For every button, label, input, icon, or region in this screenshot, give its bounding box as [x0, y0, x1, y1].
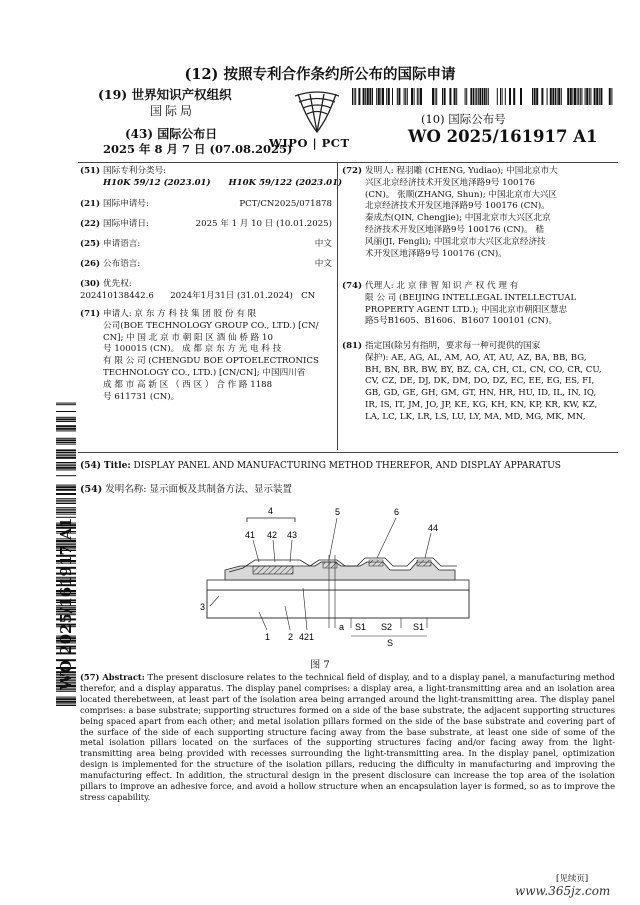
barcode-bar [56, 485, 76, 486]
barcode-bar [432, 88, 434, 105]
barcode-bar [56, 403, 76, 404]
figure-caption: 图 7 [310, 660, 330, 671]
barcode-bar [414, 88, 415, 105]
barcode-bar [397, 88, 398, 105]
ref-42: 42 [267, 530, 278, 540]
barcode-bar [570, 88, 572, 105]
barcode-bar [376, 88, 377, 105]
barcode-bar [56, 510, 76, 511]
barcode-bar [56, 449, 76, 451]
publication-number: WO 2025/161917 A1 [408, 127, 598, 146]
barcode-bar [56, 500, 76, 501]
barcode-bar [577, 88, 578, 105]
barcode-bar [56, 454, 76, 455]
barcode-bar [380, 88, 381, 105]
barcode-bar [56, 465, 76, 466]
barcode-bar [500, 88, 501, 105]
barcode-bar [372, 88, 373, 105]
barcode-bar [574, 88, 576, 105]
barcode-bar [56, 501, 76, 502]
barcode-bar [365, 88, 366, 105]
ref-s: S [387, 638, 394, 648]
ref-s1-left: S1 [355, 622, 367, 632]
barcode-bar [56, 444, 76, 445]
barcode-bar [589, 88, 590, 105]
publication-date: 2025 年 8 月 7 日 (07.08.2025) [103, 142, 293, 156]
section-divider [78, 452, 618, 453]
layer [207, 580, 469, 590]
barcode-bar [56, 438, 76, 439]
barcode-bar [363, 88, 365, 105]
title-english: (54) Title: DISPLAY PANEL AND MANUFACTURING METHOD THEREFOR, AND DISPLAY APPARATUS [80, 461, 561, 471]
application-number: PCT/CN2025/071878 [239, 199, 332, 209]
isolation-pillars [253, 566, 293, 574]
barcode-bar [56, 493, 76, 495]
barcode-bar [56, 701, 76, 703]
barcode-bar [56, 442, 76, 443]
barcode-bar [585, 88, 586, 105]
barcode-bar [56, 691, 76, 692]
barcode-bar [505, 88, 506, 105]
inventor-line: 风丽(JI, Fengli); 中国北京市大兴区北京经济技 [365, 236, 546, 247]
barcode-bar [56, 464, 76, 465]
barcode-bar [465, 88, 466, 105]
barcode-bar [484, 88, 486, 105]
applicant-line: 公司(BOE TECHNOLOGY GROUP CO., LTD.) [CN/ [103, 320, 319, 331]
barcode-bar [532, 88, 533, 105]
title-chinese-text: 显示面板及其制备方法、显示装置 [149, 484, 292, 495]
barcode-bar [555, 88, 556, 105]
filing-date: 2025 年 1 月 10 日 (10.01.2025) [195, 219, 332, 229]
barcode-bar [56, 404, 76, 405]
bracket-4 [247, 518, 295, 522]
barcode-bar [56, 705, 76, 706]
barcode-bar [596, 88, 598, 105]
barcode-bar [56, 507, 76, 508]
barcode-bar [56, 469, 76, 470]
barcode-bar [56, 514, 76, 515]
inventor-line: (CN)。 张顺(ZHANG, Shun); 中国北京市大兴区 [365, 189, 558, 200]
barcode-bar [56, 428, 76, 430]
barcode-bar [580, 88, 581, 105]
priority-data: 202410138442.6 2024年1月31日 (31.01.2024) CN [80, 291, 316, 301]
barcode-bar [358, 88, 360, 105]
barcode-bar [417, 88, 418, 105]
applicant-line: 号 611731 (CN)。 [103, 391, 180, 402]
barcode-bar [590, 88, 591, 105]
agent-line: 限 公 司 (BEIJING INTELLEGAL INTELLECTUAL [365, 292, 577, 303]
inventor-line: 秦成杰(QIN, Chengjie); 中国北京市大兴区北京 [365, 213, 551, 224]
publication-language: 中文 [314, 259, 332, 269]
applicant-line: CN]; 中 国 北 京 市 朝 阳 区 酒 仙 桥 路 10 [103, 332, 273, 343]
barcode-bar [486, 88, 487, 105]
barcode-bar [442, 88, 443, 105]
barcode-bar [56, 703, 76, 704]
ref-1: 1 [265, 632, 271, 642]
pillar [417, 560, 431, 566]
inventor-line: 北京经济技术开发区地泽路9号 100176 (CN)。 [365, 201, 550, 212]
barcode-bar [611, 88, 612, 105]
barcode-bar [56, 498, 76, 499]
barcode-bar [355, 88, 356, 105]
agent-line: 路5号B1605、B1606、B1607 100101 (CN)。 [365, 316, 558, 327]
barcode-bar [56, 512, 76, 513]
barcode-bar [411, 88, 413, 105]
barcode-bar [478, 88, 479, 105]
barcode-bar [56, 486, 76, 488]
ref-6: 6 [394, 507, 400, 517]
ref-s2: S2 [381, 622, 393, 632]
header-divider [78, 162, 618, 163]
barcode-bar [407, 88, 408, 105]
designated-states-line: IR, IS, IT, JM, JO, JP, KE, KG, KH, KN, KP, KR, KW, KZ, [365, 399, 598, 410]
continued-note: [见续页] [556, 874, 589, 884]
barcode-bar [502, 88, 503, 105]
agent-line: 代理人: 北 京 律 智 知 识 产 权 代 理 有 [365, 281, 519, 291]
barcode-bar [405, 88, 406, 105]
barcode-bar [476, 88, 477, 105]
barcode-bar [479, 88, 481, 105]
barcode-bar [354, 88, 355, 105]
barcode-bar [56, 475, 76, 476]
document-title: (12) 按照专利合作条约所公布的国际申请 [184, 66, 456, 83]
barcode-bar [456, 88, 457, 105]
designated-states-line: LA, LC, LK, LR, LS, LU, LY, MA, MD, MG, MK, MN, [365, 411, 586, 422]
ref-a: a [339, 622, 345, 632]
bureau-name: 国际局 [150, 104, 196, 118]
barcode-bar [56, 421, 76, 422]
barcode-bar [567, 88, 569, 105]
agent-line: PROPERTY AGENT LTD.); 中国北京市朝阳区慧忠 [365, 304, 568, 315]
barcode-bar [536, 88, 538, 105]
inventor-line: 术开发区地泽路9号 100176 (CN)。 [365, 248, 507, 259]
barcode-bar [449, 88, 451, 105]
barcode-bar [561, 88, 562, 105]
barcode-bar [56, 467, 76, 469]
applicant-line: 号 100015 (CN)。 成 都 京 东 方 光 电 科 技 [103, 344, 282, 355]
title-english-text: DISPLAY PANEL AND MANUFACTURING METHOD THEREFOR, AND DISPLAY APPARATUS [133, 461, 561, 471]
barcode-bar [392, 88, 393, 105]
side-publication-number: WO 2025/161917 A1 [57, 517, 75, 690]
barcode-bar [466, 88, 467, 105]
barcode-bar [56, 489, 76, 491]
column-divider [337, 163, 338, 450]
inventor-line: 兴区北京经济技术开发区地泽路9号 100176 [365, 177, 535, 188]
designated-states-line: BH, BN, BR, BW, BY, BZ, CA, CH, CL, CN, CO, CR, CU, [365, 364, 602, 375]
barcode-bar [56, 509, 76, 510]
watermark: www.365jz.com [515, 884, 611, 898]
abstract-text: The present disclosure relates to the technical field of display, and to a display panel, a manufacturing method therefor, and a display apparatus. The display panel comprises: a display area, a light-transmitting area and an isolation area located therebetween, at least part of the isolation area being arranged around the light-transmitting area. The display panel comprises: a base substrate; supporting structures formed on a side of the base substrate, the adjacent supporting structures being spaced apart from each other; and metal isolation pillars formed on the side of the base substrate and covering part of the surface of the side of each supporting structure facing away from the base substrate, at least one side of some of the metal isolation pillars located on the surfaces of the supporting structures facing and/or facing away from the light-transmitting area being provided with recesses surrounding the light-transmitting area. In the display panel, optimization design is implemented for the structure of the isolation pillars, reducing the difficulty in manufacturing and improving the manufacturing effect. In addition, the structural design in the present disclosure can increase the top area of the isolation pillars to improve an adhesive force, and avoid a hollow structure when an encapsulation layer is formed, so as to improve the stress capability. [80, 672, 615, 802]
pillar [369, 560, 383, 566]
barcode-bar [435, 88, 436, 105]
applicant-line: 申请人: 京 东 方 科 技 集 团 股 份 有 限 [103, 309, 257, 319]
inventor-line: 发明人: 程羽雕 (CHENG, Yudiao); 中国北京市大 [365, 166, 558, 176]
barcode-bar [513, 88, 515, 105]
barcode-bar [56, 698, 76, 700]
applicant-line: 成 都 市 高 新 区 （ 西 区 ） 合 作 路 1188 [103, 379, 273, 390]
applicant-line: TECHNOLOGY CO., LTD.) [CN/CN]; 中国四川省 [103, 367, 306, 378]
abstract [80, 672, 615, 803]
ref-5: 5 [335, 507, 341, 517]
barcode-bar [482, 88, 483, 105]
barcode-bar [436, 88, 437, 105]
barcode-bar [386, 88, 387, 105]
publication-number-label: (10) 国际公布号 [421, 112, 506, 126]
applicant-line: 有 限 公 司 (CHENGDU BOE OPTOELECTRONICS [103, 356, 319, 367]
barcode-bar [56, 430, 76, 431]
ref-2: 2 [288, 632, 294, 642]
designated-states-line: 保护): AE, AG, AL, AM, AO, AT, AU, AZ, BA, BB, BG, [365, 352, 587, 363]
barcode-bar [475, 88, 476, 105]
designated-states-line: 指定国(除另有指明，要求每一种可提供的国家 [365, 341, 541, 351]
barcode-bar [56, 697, 76, 698]
barcode-bar [56, 455, 76, 456]
barcode-bar [470, 88, 472, 105]
designated-states-line: CV, CZ, DE, DJ, DK, DM, DO, DZ, EC, EE, EG, ES, FI, [365, 376, 595, 387]
barcode-bar [404, 88, 405, 105]
barcode-bar [599, 88, 600, 105]
barcode-bar [56, 462, 76, 463]
barcode-bar [56, 417, 76, 418]
ref-4: 4 [268, 506, 274, 516]
filing-language: 中文 [314, 239, 332, 249]
barcode-bar [369, 88, 371, 105]
cross-section-figure [195, 500, 480, 650]
barcode-bar [509, 88, 511, 105]
organization-name: (19) 世界知识产权组织 [98, 87, 232, 102]
abstract-label: (57) Abstract: [80, 672, 145, 682]
barcode-bar [352, 88, 353, 105]
barcode-bar [420, 88, 422, 105]
publication-date-label: (43) 国际公布日 [125, 127, 218, 141]
barcode-bar [56, 503, 76, 504]
barcode-bar [552, 88, 554, 105]
barcode-bar [581, 88, 582, 105]
barcode-bar [56, 457, 76, 459]
barcode-bar [473, 88, 474, 105]
barcode-bar [520, 88, 522, 105]
barcode-bar [609, 88, 611, 105]
barcode-bar [488, 88, 489, 105]
designated-states-line: GB, GD, GE, GH, GM, GT, HN, HR, HU, ID, IL, IN, IQ, [365, 388, 597, 399]
barcode-bar [56, 425, 76, 427]
barcode-bar [557, 88, 558, 105]
barcode-bar [444, 88, 446, 105]
base-substrate [207, 590, 469, 618]
barcode-bar [398, 88, 400, 105]
barcode [352, 88, 614, 105]
title-chinese: (54) 发明名称: 显示面板及其制备方法、显示装置 [80, 484, 292, 495]
barcode-bar [56, 439, 76, 441]
inventor-line: 经济技术开发区地泽路9号 100176 (CN)。 嵇 [365, 224, 544, 235]
barcode-bar [497, 88, 498, 105]
wipo-pct-logo-text: WIPO | PCT [269, 136, 350, 150]
barcode-bar [547, 88, 548, 105]
barcode-bar [388, 88, 390, 105]
barcode-bar [56, 411, 76, 412]
field-label: 国际专利分类号: [103, 166, 167, 176]
barcode-bar [594, 88, 596, 105]
barcode-bar [578, 88, 579, 105]
barcode-bar [418, 88, 419, 105]
barcode-bar [534, 88, 536, 105]
ref-43: 43 [287, 530, 298, 540]
barcode-bar [586, 88, 588, 105]
ref-44: 44 [428, 523, 439, 533]
barcode-bar [378, 88, 380, 105]
barcode-bar [382, 88, 384, 105]
ipc-codes: H10K 59/12 (2023.01) H10K 59/122 (2023.01) [103, 178, 343, 188]
barcode-bar [600, 88, 602, 105]
barcode-bar [550, 88, 552, 105]
barcode-bar [56, 418, 76, 420]
ref-421: 421 [299, 632, 315, 642]
barcode-bar [454, 88, 456, 105]
ref-3: 3 [200, 602, 206, 612]
ref-41: 41 [245, 530, 256, 540]
barcode-bar [367, 88, 369, 105]
barcode-bar [572, 88, 573, 105]
barcode-bar [541, 88, 543, 105]
barcode-bar [56, 452, 76, 453]
ref-s1-right: S1 [413, 622, 425, 632]
barcode-bar [558, 88, 560, 105]
